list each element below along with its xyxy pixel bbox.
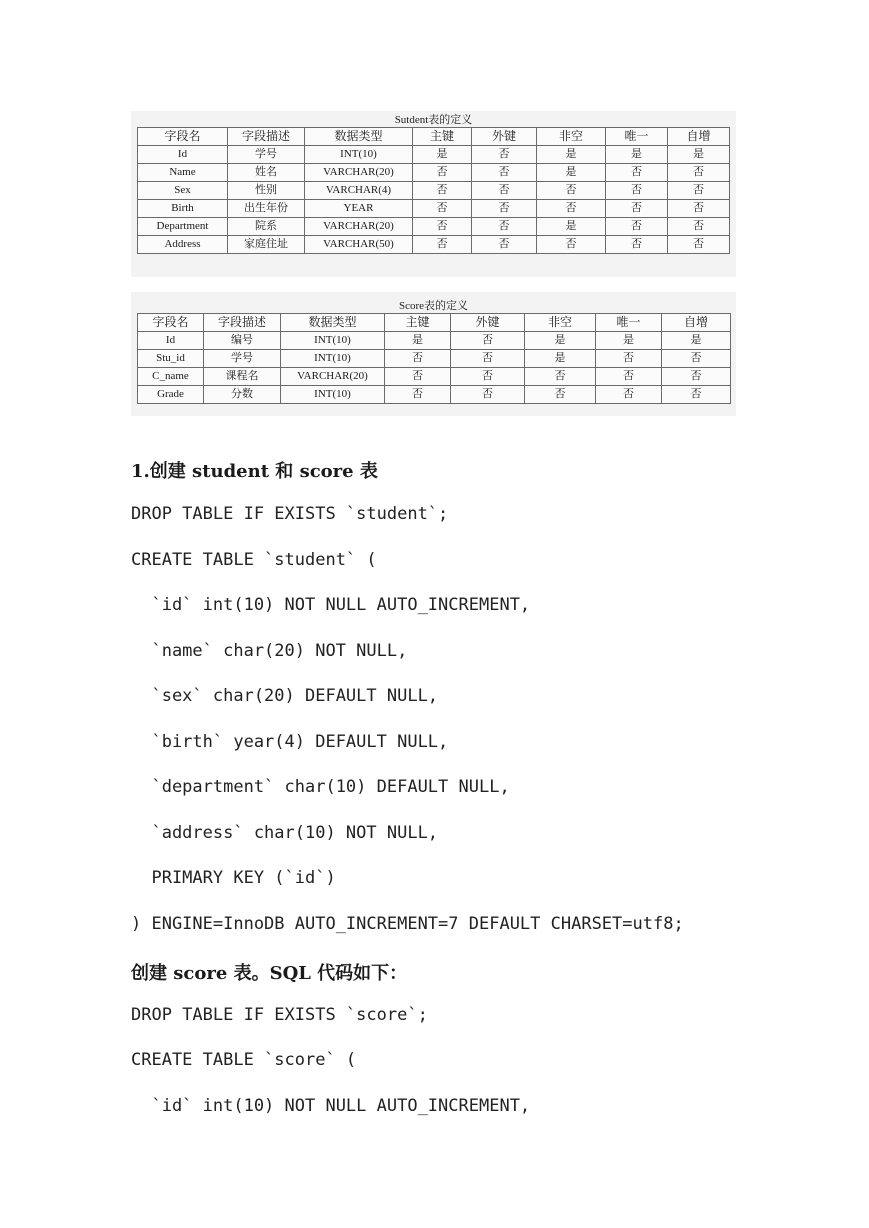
sql-line: CREATE TABLE `student` ( (131, 550, 377, 570)
section-heading-create-score: 创建 score 表。SQL 代码如下： (131, 963, 408, 984)
table-cell: 学号 (228, 146, 305, 164)
table-body (138, 332, 731, 404)
table-cell: 否 (472, 182, 537, 200)
table-cell: 是 (537, 146, 606, 164)
sql-line: `sex` char(20) DEFAULT NULL, (131, 686, 439, 706)
table-cell: 否 (668, 236, 730, 254)
table-cell: 否 (413, 182, 472, 200)
table-cell: 编号 (204, 332, 281, 350)
column-header: 自增 (662, 314, 731, 332)
table-row (138, 218, 730, 236)
table-cell: 否 (606, 200, 668, 218)
table-row (138, 368, 731, 386)
table-cell: 否 (413, 200, 472, 218)
table-row (138, 200, 730, 218)
table-cell: Stu_id (138, 350, 204, 368)
table-cell: 否 (385, 350, 451, 368)
table-row (138, 164, 730, 182)
table-header-row (138, 128, 730, 146)
table-row (138, 350, 731, 368)
table-cell: 是 (662, 332, 731, 350)
table-cell: 否 (668, 182, 730, 200)
table-row (138, 332, 731, 350)
table-cell: 院系 (228, 218, 305, 236)
sql-line: `birth` year(4) DEFAULT NULL, (131, 732, 449, 752)
table-cell: VARCHAR(4) (305, 182, 413, 200)
table-cell: INT(10) (281, 350, 385, 368)
table-cell: VARCHAR(20) (305, 218, 413, 236)
score-table-title: Score表的定义 (398, 300, 469, 312)
column-header: 字段描述 (204, 314, 281, 332)
table-cell: 否 (662, 350, 731, 368)
column-header: 字段名 (138, 128, 228, 146)
column-header: 非空 (525, 314, 596, 332)
student-table-title: Sutdent表的定义 (394, 114, 473, 126)
table-cell: 否 (413, 218, 472, 236)
table-cell: 姓名 (228, 164, 305, 182)
column-header: 外键 (472, 128, 537, 146)
table-cell: Sex (138, 182, 228, 200)
column-header: 数据类型 (305, 128, 413, 146)
column-header: 唯一 (606, 128, 668, 146)
column-header: 字段描述 (228, 128, 305, 146)
sql-line: DROP TABLE IF EXISTS `student`; (131, 504, 449, 524)
table-cell: 是 (668, 146, 730, 164)
table-row (138, 236, 730, 254)
table-cell: 否 (668, 200, 730, 218)
table-cell: 是 (596, 332, 662, 350)
table-cell: 否 (472, 236, 537, 254)
table-cell: VARCHAR(20) (281, 368, 385, 386)
column-header: 自增 (668, 128, 730, 146)
table-cell: 家庭住址 (228, 236, 305, 254)
table-cell: 否 (472, 200, 537, 218)
table-cell: Department (138, 218, 228, 236)
table-cell: INT(10) (281, 386, 385, 404)
sql-line: `id` int(10) NOT NULL AUTO_INCREMENT, (131, 1096, 531, 1116)
sql-line: `department` char(10) DEFAULT NULL, (131, 777, 510, 797)
table-cell: 否 (606, 218, 668, 236)
table-cell: 是 (537, 218, 606, 236)
table-cell: Id (138, 146, 228, 164)
column-header: 外键 (451, 314, 525, 332)
table-cell: 否 (525, 368, 596, 386)
table-cell: 是 (525, 350, 596, 368)
table-cell: 否 (472, 218, 537, 236)
table-cell: 否 (472, 146, 537, 164)
score-definition-table (137, 313, 731, 404)
student-table-figure (131, 111, 736, 277)
sql-line: PRIMARY KEY (`id`) (131, 868, 336, 888)
sql-line: `id` int(10) NOT NULL AUTO_INCREMENT, (131, 595, 531, 615)
column-header: 数据类型 (281, 314, 385, 332)
column-header: 主键 (385, 314, 451, 332)
table-cell: 否 (606, 164, 668, 182)
table-cell: YEAR (305, 200, 413, 218)
table-cell: 否 (525, 386, 596, 404)
table-cell: INT(10) (281, 332, 385, 350)
table-cell: 是 (525, 332, 596, 350)
table-cell: 学号 (204, 350, 281, 368)
table-cell: 否 (606, 236, 668, 254)
table-cell: 否 (662, 368, 731, 386)
column-header: 唯一 (596, 314, 662, 332)
table-cell: 否 (668, 164, 730, 182)
table-cell: 否 (606, 182, 668, 200)
table-cell: 是 (413, 146, 472, 164)
column-header: 主键 (413, 128, 472, 146)
sql-line: `name` char(20) NOT NULL, (131, 641, 408, 661)
table-cell: 否 (537, 182, 606, 200)
column-header: 字段名 (138, 314, 204, 332)
table-cell: Grade (138, 386, 204, 404)
section-heading-create-tables: 1.创建 student 和 score 表 (131, 461, 378, 482)
table-cell: Name (138, 164, 228, 182)
table-cell: 否 (385, 368, 451, 386)
table-cell: 否 (413, 236, 472, 254)
table-cell: C_name (138, 368, 204, 386)
table-cell: 否 (451, 368, 525, 386)
table-cell: 是 (385, 332, 451, 350)
table-cell: 否 (451, 350, 525, 368)
table-cell: 出生年份 (228, 200, 305, 218)
table-cell: 否 (668, 218, 730, 236)
table-cell: INT(10) (305, 146, 413, 164)
table-cell: 否 (537, 200, 606, 218)
sql-line: `address` char(10) NOT NULL, (131, 823, 439, 843)
table-cell: 否 (596, 386, 662, 404)
table-cell: Id (138, 332, 204, 350)
table-body (138, 146, 730, 254)
table-cell: 是 (606, 146, 668, 164)
score-table-figure (131, 292, 736, 416)
table-cell: 是 (537, 164, 606, 182)
table-cell: 否 (385, 386, 451, 404)
student-definition-table (137, 127, 730, 254)
table-cell: 否 (472, 164, 537, 182)
table-cell: 否 (596, 368, 662, 386)
sql-line: ) ENGINE=InnoDB AUTO_INCREMENT=7 DEFAULT CHARSET=utf8; (131, 914, 684, 934)
table-row (138, 386, 731, 404)
table-header-row (138, 314, 731, 332)
table-cell: Birth (138, 200, 228, 218)
table-cell: VARCHAR(20) (305, 164, 413, 182)
column-header: 非空 (537, 128, 606, 146)
sql-line: DROP TABLE IF EXISTS `score`; (131, 1005, 428, 1025)
table-cell: 否 (413, 164, 472, 182)
sql-line: CREATE TABLE `score` ( (131, 1050, 357, 1070)
table-cell: 否 (662, 386, 731, 404)
table-cell: 否 (451, 386, 525, 404)
table-cell: 否 (596, 350, 662, 368)
table-row (138, 146, 730, 164)
table-cell: 课程名 (204, 368, 281, 386)
table-row (138, 182, 730, 200)
table-cell: Address (138, 236, 228, 254)
table-cell: 否 (537, 236, 606, 254)
table-cell: 分数 (204, 386, 281, 404)
table-cell: 性别 (228, 182, 305, 200)
table-cell: 否 (451, 332, 525, 350)
table-cell: VARCHAR(50) (305, 236, 413, 254)
